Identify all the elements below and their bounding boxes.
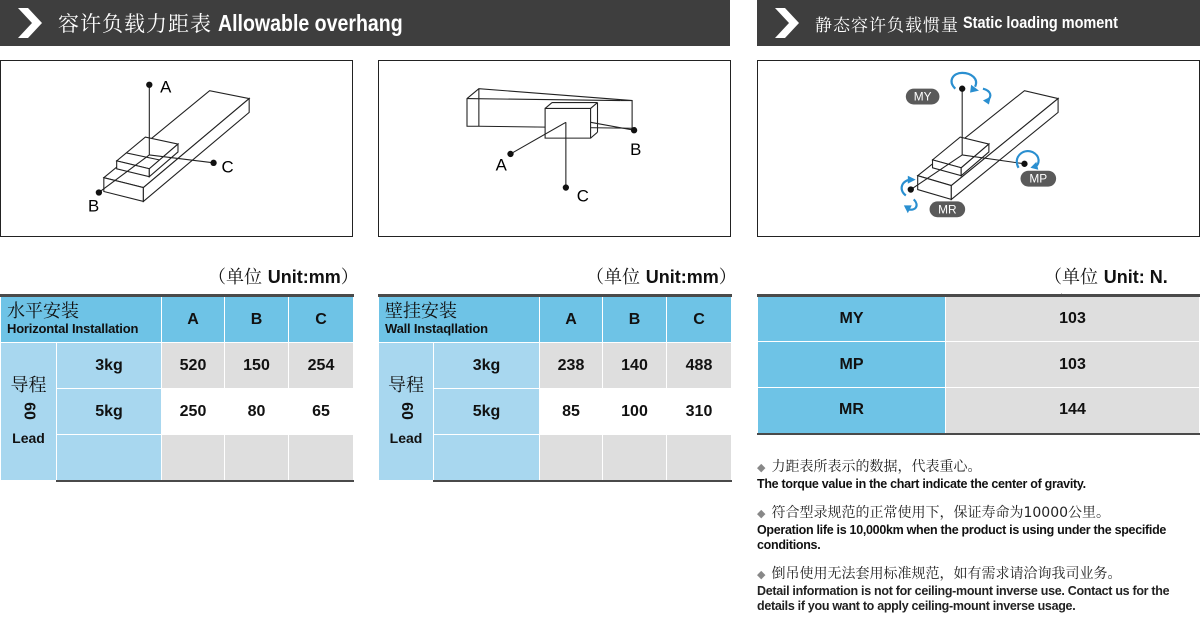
banner-title-en: Static loading moment bbox=[963, 13, 1118, 32]
load-label: 5kg bbox=[434, 389, 540, 435]
column-header-c: C bbox=[667, 296, 732, 343]
notes-section bbox=[757, 458, 1197, 624]
figure-horizontal-installation bbox=[0, 60, 353, 237]
label-b: B bbox=[630, 139, 642, 159]
unit-label-right: （单位 Unit: N. bbox=[1044, 267, 1168, 288]
lead-cell: 导程 60 Lead bbox=[1, 343, 57, 481]
moment-value: 103 bbox=[946, 296, 1200, 342]
table-cell bbox=[667, 435, 732, 481]
note-item: ◆ 倒吊使用无法套用标准规范，如有需求请洽询我司业务。 Detail information is not for ceiling-mount inverse use. Contact us for the details if you want to apply ceiling-mount inverse usage. bbox=[757, 566, 1170, 613]
table-cell: 254 bbox=[289, 343, 354, 389]
table-cell bbox=[225, 435, 289, 481]
table-cell: 80 bbox=[225, 389, 289, 435]
lead-cell: 导程 60 Lead bbox=[379, 343, 434, 481]
table-row bbox=[758, 296, 1200, 342]
column-header-a: A bbox=[162, 296, 225, 343]
static-moment-table bbox=[757, 294, 1200, 435]
diamond-bullet-icon: ◆ bbox=[757, 568, 766, 581]
figure-wall-installation bbox=[378, 60, 731, 237]
unit-label-left: （单位 Unit:mm） bbox=[208, 267, 359, 288]
unit-label-middle: （单位 Unit:mm） bbox=[586, 267, 737, 288]
diamond-bullet-icon: ◆ bbox=[757, 461, 766, 474]
table-cell: 238 bbox=[540, 343, 603, 389]
badge-my: MY bbox=[913, 89, 932, 104]
table-cell: 520 bbox=[162, 343, 225, 389]
table-cell: 100 bbox=[603, 389, 667, 435]
table-cell: 250 bbox=[162, 389, 225, 435]
table-cell: 140 bbox=[603, 343, 667, 389]
table-cell bbox=[289, 435, 354, 481]
column-header-b: B bbox=[225, 296, 289, 343]
wall-rail-diagram bbox=[379, 61, 730, 236]
table-cell bbox=[162, 435, 225, 481]
moment-key: MR bbox=[758, 388, 946, 434]
label-a: A bbox=[495, 155, 507, 175]
diamond-bullet-icon: ◆ bbox=[757, 507, 766, 520]
chevron-right-icon bbox=[16, 8, 42, 38]
chevron-right-icon bbox=[773, 8, 799, 38]
table-row bbox=[758, 388, 1200, 434]
column-header-a: A bbox=[540, 296, 603, 343]
label-b: B bbox=[88, 196, 100, 216]
badge-mp: MP bbox=[1029, 171, 1048, 186]
column-header-c: C bbox=[289, 296, 354, 343]
moment-value: 103 bbox=[946, 342, 1200, 388]
table-cell: 310 bbox=[667, 389, 732, 435]
table-cell: 488 bbox=[667, 343, 732, 389]
horizontal-installation-table bbox=[0, 294, 354, 482]
note-item: ◆ 力距表所表示的数据，代表重心。 The torque value in the chart indicate the center of gravity. bbox=[757, 459, 1086, 491]
load-label: 3kg bbox=[57, 343, 162, 389]
label-c: C bbox=[576, 186, 589, 206]
table-title: 壁挂安装 Wall Instaqllation bbox=[379, 296, 540, 343]
figure-static-moment bbox=[757, 60, 1200, 237]
load-label bbox=[434, 435, 540, 481]
column-header-b: B bbox=[603, 296, 667, 343]
banner-static-loading-moment bbox=[757, 0, 1200, 46]
label-a: A bbox=[160, 77, 172, 97]
table-cell: 150 bbox=[225, 343, 289, 389]
table-row bbox=[758, 342, 1200, 388]
note-item: ◆ 符合型录规范的正常使用下，保证寿命为10000公里。 Operation life is 10,000km when the product is using under the specifide conditions. bbox=[757, 505, 1167, 552]
badge-mr: MR bbox=[938, 202, 957, 217]
load-label bbox=[57, 435, 162, 481]
banner-allowable-overhang bbox=[0, 0, 730, 46]
load-label: 5kg bbox=[57, 389, 162, 435]
table-cell: 65 bbox=[289, 389, 354, 435]
table-cell: 85 bbox=[540, 389, 603, 435]
moment-key: MP bbox=[758, 342, 946, 388]
moment-rail-diagram bbox=[758, 61, 1199, 236]
table-cell bbox=[540, 435, 603, 481]
banner-title-en: Allowable overhang bbox=[218, 9, 403, 36]
table-title: 水平安装 Horizontal Installation bbox=[1, 296, 162, 343]
load-label: 3kg bbox=[434, 343, 540, 389]
moment-value: 144 bbox=[946, 388, 1200, 434]
horizontal-rail-diagram bbox=[1, 61, 352, 236]
moment-key: MY bbox=[758, 296, 946, 342]
label-c: C bbox=[221, 157, 234, 177]
banner-title-zh: 静态容许负载惯量 bbox=[815, 15, 959, 36]
wall-installation-table bbox=[378, 294, 732, 482]
banner-title-zh: 容许负载力距表 bbox=[58, 12, 212, 36]
table-cell bbox=[603, 435, 667, 481]
